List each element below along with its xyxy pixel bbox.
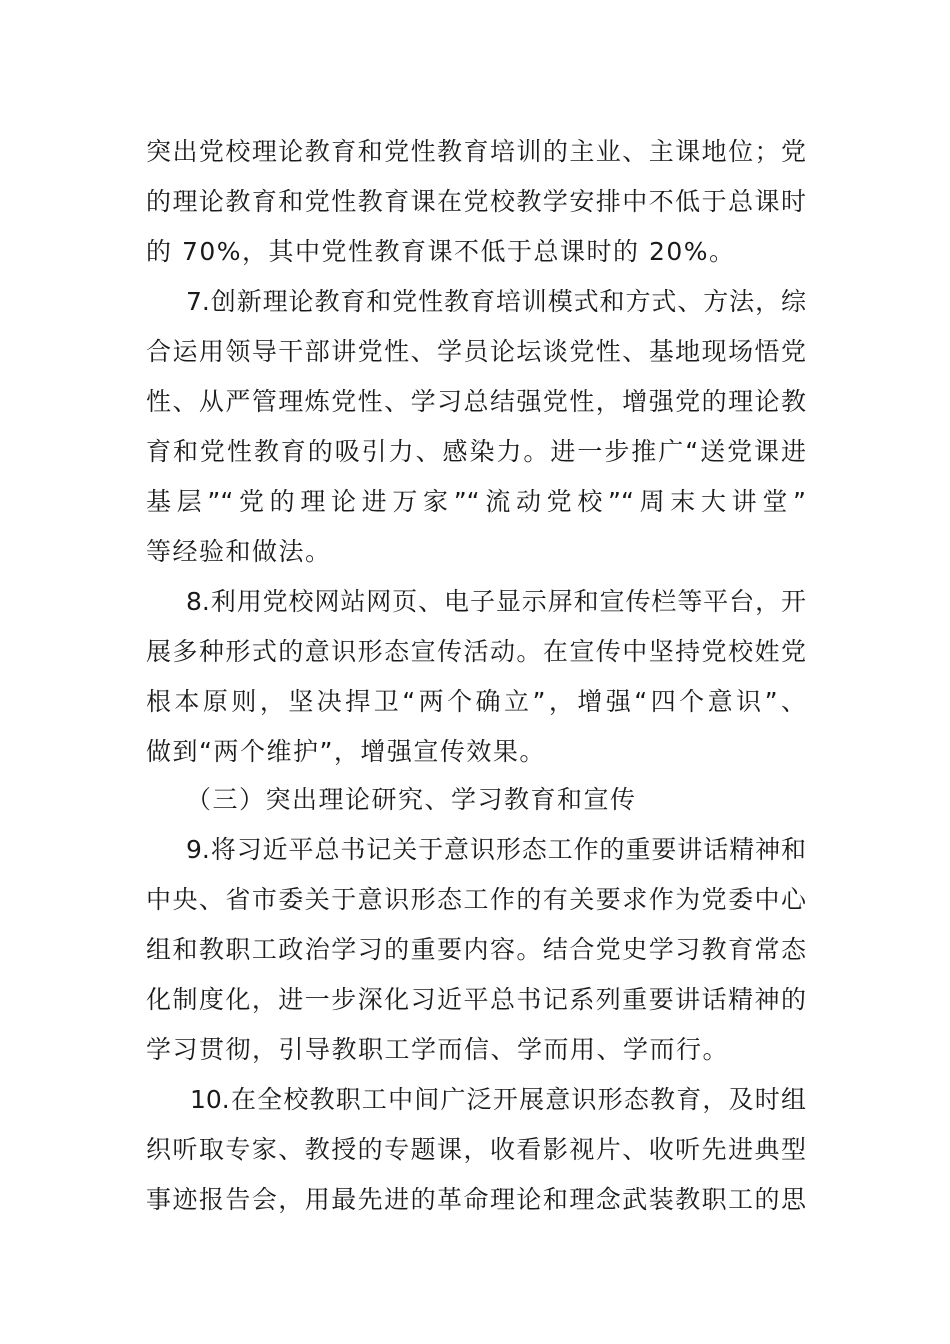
paragraph-7-first-line: 7.创新理论教育和党性教育培训模式和方式、方法，综: [186, 287, 806, 316]
body-line: 等经验和做法。: [146, 537, 332, 566]
body-line: 育和党性教育的吸引力、感染力。进一步推广“送党课进: [146, 437, 806, 466]
body-line: 性、从严管理炼党性、学习总结强党性，增强党的理论教: [146, 387, 806, 416]
body-line: 展多种形式的意识形态宣传活动。在宣传中坚持党校姓党: [146, 637, 806, 666]
body-line: 基层”“党的理论进万家”“流动党校”“周末大讲堂”: [146, 487, 806, 516]
paragraph-9-first-line: 9.将习近平总书记关于意识形态工作的重要讲话精神和: [186, 835, 806, 864]
body-line: 的理论教育和党性教育课在党校教学安排中不低于总课时: [146, 187, 806, 216]
body-line: 合运用领导干部讲党性、学员论坛谈党性、基地现场悟党: [146, 337, 806, 366]
body-line: 学习贯彻，引导教职工学而信、学而用、学而行。: [146, 1035, 730, 1064]
body-line: 组和教职工政治学习的重要内容。结合党史学习教育常态: [146, 935, 806, 964]
section-heading: （三）突出理论研究、学习教育和宣传: [186, 785, 637, 814]
body-line: 做到“两个维护”，增强宣传效果。: [146, 737, 546, 766]
body-line: 化制度化，进一步深化习近平总书记系列重要讲话精神的: [146, 985, 806, 1014]
paragraph-10-first-line: 10.在全校教职工中间广泛开展意识形态教育，及时组: [190, 1085, 806, 1114]
body-line: 根本原则，坚决捍卫“两个确立”，增强“四个意识”、: [146, 687, 806, 716]
paragraph-8-first-line: 8.利用党校网站网页、电子显示屏和宣传栏等平台，开: [186, 587, 806, 616]
body-line: 织听取专家、教授的专题课，收看影视片、收听先进典型: [146, 1135, 806, 1164]
body-line: 事迹报告会，用最先进的革命理论和理念武装教职工的思: [146, 1185, 806, 1214]
body-line: 中央、省市委关于意识形态工作的有关要求作为党委中心: [146, 885, 806, 914]
body-line: 突出党校理论教育和党性教育培训的主业、主课地位；党: [146, 137, 806, 166]
body-line: 的 70%，其中党性教育课不低于总课时的 20%。: [146, 237, 736, 266]
